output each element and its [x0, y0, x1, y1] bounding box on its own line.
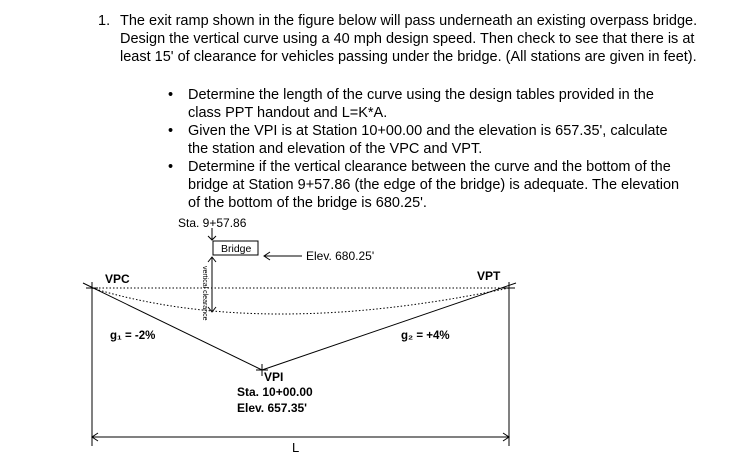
bullet-dot: •: [168, 123, 174, 139]
vpi-label: VPI: [264, 370, 284, 384]
vpt-label: VPT: [477, 269, 501, 283]
problem-number: 1.: [98, 13, 111, 29]
vertical-curve: [92, 288, 509, 314]
vpi-elevation: Elev. 657.35': [237, 401, 308, 415]
vpc-label: VPC: [105, 272, 130, 286]
bullet-dot: •: [168, 159, 174, 175]
bullet-text: Given the VPI is at Station 10+00.00 and the elevation is 657.35', calculate the station and elevation of the VPC and VPT.: [188, 123, 668, 157]
elev-label: Elev. 680.25': [306, 249, 375, 263]
tangent-g1: [83, 283, 262, 370]
bridge-label: Bridge: [221, 243, 252, 255]
station-label: Sta. 9+57.86: [178, 216, 247, 230]
tangent-g2: [262, 283, 516, 370]
grade-g2-label: g₂ = +4%: [401, 330, 450, 342]
length-label: L: [292, 440, 300, 455]
grade-g1-label: g₁ = -2%: [110, 330, 156, 342]
bullet-text: Determine if the vertical clearance between the curve and the bottom of the bridge at Station 9+57.86 (the edge of the bridge) is adequate. The elevation of the bottom of the bridge is 680.25'.: [188, 159, 680, 211]
clearance-label: vertical clearance: [201, 266, 208, 321]
bullet-text: Determine the length of the curve using the design tables provided in the class PPT handout and L=K*A.: [188, 87, 654, 121]
problem-text: The exit ramp shown in the figure below will pass underneath an existing overpass bridge. Design the vertical curve using a 40 mph design speed. Then check to see that there is at least 15' of clearance for vehicles passing under the bridge. (All stations are given in feet).: [120, 13, 698, 65]
bullet-dot: •: [168, 87, 174, 103]
vpi-station: Sta. 10+00.00: [237, 385, 313, 399]
